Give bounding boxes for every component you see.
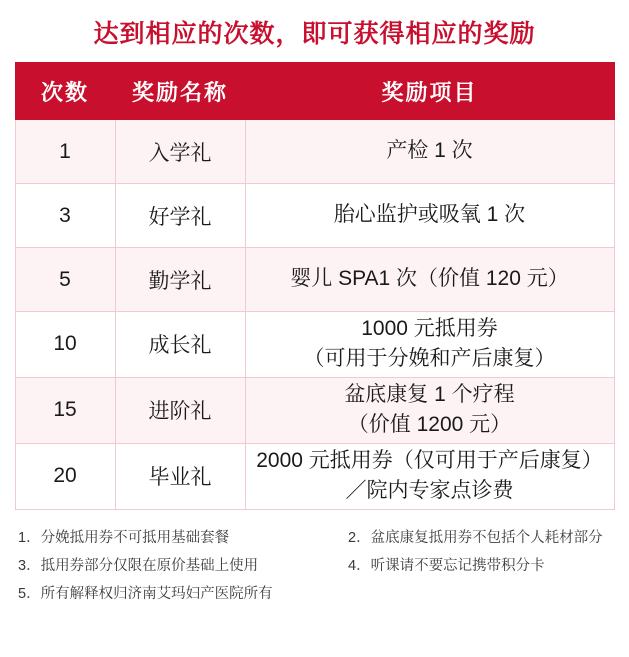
table-body [15,120,614,510]
cell-reward-item [245,248,614,312]
cell-reward-item-line2: ／院内专家点诊费 [345,479,514,503]
table-row [15,312,614,378]
cell-reward-item [245,443,614,509]
notes-row [18,524,611,552]
cell-reward-item-line1: 产检 1 次 [386,139,473,163]
cell-reward-name: 勤学礼 [115,248,245,312]
note-item-2: 2．盆底康复抵用券不包括个人耗材部分 [348,529,603,546]
cell-reward-name: 成长礼 [115,312,245,378]
column-header-times: 次数 [15,63,115,120]
cell-reward-name: 毕业礼 [115,443,245,509]
cell-reward-name: 入学礼 [115,120,245,184]
table-row [15,377,614,443]
cell-reward-item-line1: 1000 元抵用券 [361,317,498,340]
notes-row [18,552,611,580]
cell-reward-item-line1: 胎心监护或吸氧 1 次 [333,203,526,227]
cell-times: 5 [15,248,115,312]
note-item-1: 1．分娩抵用券不可抵用基础套餐 [18,529,230,546]
cell-reward-item-line1: 婴儿 SPA1 次（价值 120 元） [290,267,569,291]
notes-row [18,580,611,608]
table-row [15,184,614,248]
cell-times: 3 [15,184,115,248]
page-title: 达到相应的次数，即可获得相应的奖励 [93,20,536,48]
cell-times: 1 [15,120,115,184]
cell-reward-item-line1: 2000 元抵用券（仅可用于产后康复） [256,448,603,472]
note-item-4: 4．听课请不要忘记携带积分卡 [348,557,545,574]
cell-reward-name: 好学礼 [115,184,245,248]
cell-reward-name: 进阶礼 [115,377,245,443]
note-item-5: 5．所有解释权归济南艾玛妇产医院所有 [18,586,273,603]
cell-times: 20 [15,443,115,509]
notes-section [18,524,611,609]
column-header-reward-item: 奖励项目 [245,63,614,120]
cell-times: 15 [15,377,115,443]
cell-reward-item [245,312,614,378]
table-header [15,63,614,120]
cell-reward-item-line1: 盆底康复 1 个疗程 [344,382,515,406]
cell-reward-item [245,184,614,248]
cell-reward-item-line2: （价值 1200 元） [347,413,512,437]
table-row [15,443,614,509]
cell-times: 10 [15,312,115,378]
table-header-row [15,63,614,120]
cell-reward-item-line2: （可用于分娩和产后康复） [303,347,556,371]
table-row [15,248,614,312]
cell-reward-item [245,377,614,443]
column-header-reward-name: 奖励名称 [115,63,245,120]
cell-reward-item [245,120,614,184]
reward-table [15,62,615,510]
note-item-3: 3．抵用券部分仅限在原价基础上使用 [18,557,259,574]
table-row [15,120,614,184]
